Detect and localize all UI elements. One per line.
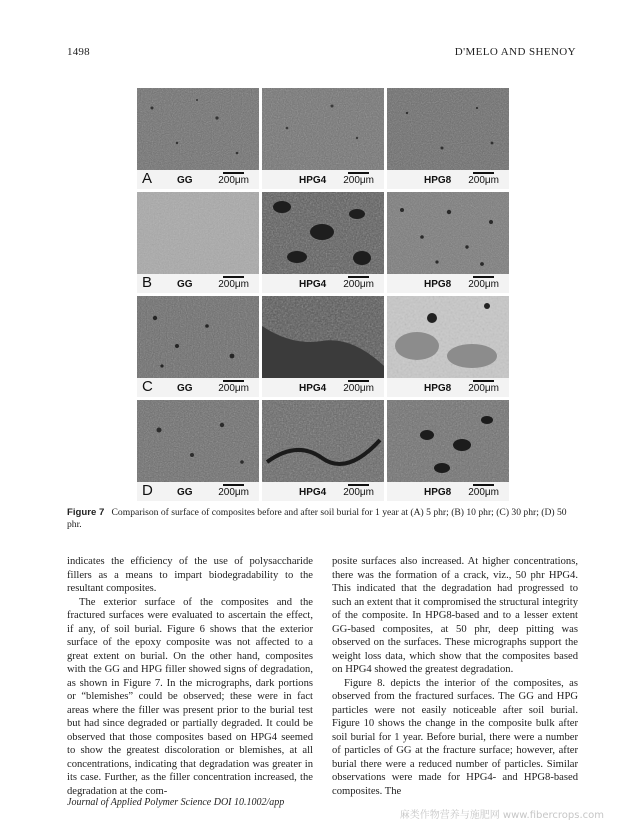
figure-row-a	[137, 88, 510, 189]
micrograph-c-hpg8	[387, 296, 509, 397]
panel-label-strip	[262, 170, 384, 189]
row-letter: A	[142, 170, 153, 187]
micrograph-image	[262, 88, 384, 170]
panel-label-strip	[262, 482, 384, 501]
scale-bar: 200μm	[218, 279, 249, 290]
sample-label: HPG8	[424, 487, 452, 498]
body-column-right	[332, 555, 578, 798]
sample-label: GG	[177, 175, 193, 186]
paragraph: Figure 8. depicts the interior of the composites, as observed from the fractured surfaces. The GG and HPG particles were not easily noticeable after soil burial. Figure 10 shows the change in the composite bulk after soil burial for 1 year. Before burial, there were a number of particles of GG at the fracture surface; however, after burial there were a reduced number of particles. Similar observations were made for HPG4- and HPG8-based composites. The	[332, 677, 578, 797]
scale-bar: 200μm	[343, 487, 374, 498]
micrograph-image	[387, 192, 509, 274]
scale-bar: 200μm	[343, 175, 374, 186]
sample-label: GG	[177, 487, 193, 498]
scale-bar: 200μm	[343, 279, 374, 290]
sample-label: GG	[177, 383, 193, 394]
scale-bar: 200μm	[218, 487, 249, 498]
figure-row-b	[137, 192, 510, 293]
figure-row-c	[137, 296, 510, 397]
micrograph-d-gg	[137, 400, 259, 501]
sample-label: HPG8	[424, 383, 452, 394]
micrograph-image	[262, 192, 384, 274]
row-letter: B	[142, 274, 153, 291]
panel-label-strip	[387, 482, 509, 501]
micrograph-image	[137, 192, 259, 274]
panel-label-strip	[262, 378, 384, 397]
paragraph: indicates the efficiency of the use of polysaccharide fillers as a means to impart biodegradability to the resultant composites.	[67, 556, 313, 594]
scale-bar: 200μm	[343, 383, 374, 394]
micrograph-image	[387, 88, 509, 170]
caption-label: Figure 7	[67, 507, 105, 518]
micrograph-b-gg	[137, 192, 259, 293]
panel-label-strip	[387, 274, 509, 293]
micrograph-c-hpg4	[262, 296, 384, 397]
panel-label-strip	[387, 170, 509, 189]
sample-label: HPG8	[424, 175, 452, 186]
sample-label: HPG4	[299, 487, 327, 498]
scale-bar: 200μm	[218, 383, 249, 394]
micrograph-image	[137, 88, 259, 170]
scale-bar: 200μm	[218, 175, 249, 186]
sample-label: HPG4	[299, 175, 327, 186]
micrograph-d-hpg8	[387, 400, 509, 501]
micrograph-a-gg	[137, 88, 259, 189]
scale-bar: 200μm	[468, 175, 499, 186]
caption-text: Comparison of surface of composites before and after soil burial for 1 year at (A) 5 phr; (B) 10 phr; (C) 30 phr; (D) 50 phr.	[67, 507, 567, 530]
panel-label-strip	[137, 170, 259, 189]
micrograph-image	[387, 400, 509, 482]
micrograph-b-hpg4	[262, 192, 384, 293]
paragraph: The exterior surface of the composites and the fractured surfaces were evaluated to ascertain the effect, if any, of soil burial. Figure 6 shows that the exterior surface of the epoxy composite was not affected to a great extent on burial. On the other hand, composites with the GG and HPG filler showed signs of degradation, as shown in Figure 7. In the micrographs, dark portions or “blemishes” could be observed; these were in fact areas where the filler was present prior to the burial test but had since degraded or partially degraded. It could be observed that those composites based on HPG4 seemed to show the greatest discoloration or blemishes, at all concentrations, indicating that degradation was greater in its case. Further, as the filler concentration increased, the degradation at the com-	[67, 596, 313, 797]
scale-bar: 200μm	[468, 383, 499, 394]
page-number: 1498	[67, 46, 90, 58]
micrograph-a-hpg4	[262, 88, 384, 189]
micrograph-image	[262, 296, 384, 378]
micrograph-b-hpg8	[387, 192, 509, 293]
micrograph-image	[137, 400, 259, 482]
micrograph-image	[137, 296, 259, 378]
running-title: D'MELO AND SHENOY	[454, 46, 576, 58]
row-letter: D	[142, 482, 153, 499]
micrograph-image	[387, 296, 509, 378]
row-letter: C	[142, 378, 153, 395]
scale-bar: 200μm	[468, 279, 499, 290]
paragraph: posite surfaces also increased. At higher concentrations, there was the formation of a crack, viz., 50 phr HPG4. This indicated that the degradation had progressed to such an extent that it compromised the structural integrity of the composite. In HPG8-based and to a lesser extent GG-based composites, at 50 phr, deep pitting was observed on the surfaces. These micrographs support the weight loss data, which show that the composites based on HPG4 showed the greatest degradation.	[332, 556, 578, 675]
micrograph-a-hpg8	[387, 88, 509, 189]
scale-bar: 200μm	[468, 487, 499, 498]
panel-label-strip	[137, 378, 259, 397]
micrograph-d-hpg4	[262, 400, 384, 501]
sample-label: HPG8	[424, 279, 452, 290]
micrograph-image	[262, 400, 384, 482]
panel-label-strip	[137, 482, 259, 501]
journal-footer: Journal of Applied Polymer Science DOI 10.1002/app	[67, 797, 285, 808]
panel-label-strip	[137, 274, 259, 293]
watermark: 麻类作物营养与施肥网 www.fibercrops.com	[399, 810, 604, 821]
figure-row-d	[137, 400, 510, 501]
figure-7-grid	[137, 88, 510, 504]
body-column-left	[67, 555, 313, 798]
micrograph-c-gg	[137, 296, 259, 397]
panel-label-strip	[262, 274, 384, 293]
sample-label: HPG4	[299, 279, 327, 290]
sample-label: HPG4	[299, 383, 327, 394]
figure-caption	[67, 507, 578, 531]
panel-label-strip	[387, 378, 509, 397]
sample-label: GG	[177, 279, 193, 290]
